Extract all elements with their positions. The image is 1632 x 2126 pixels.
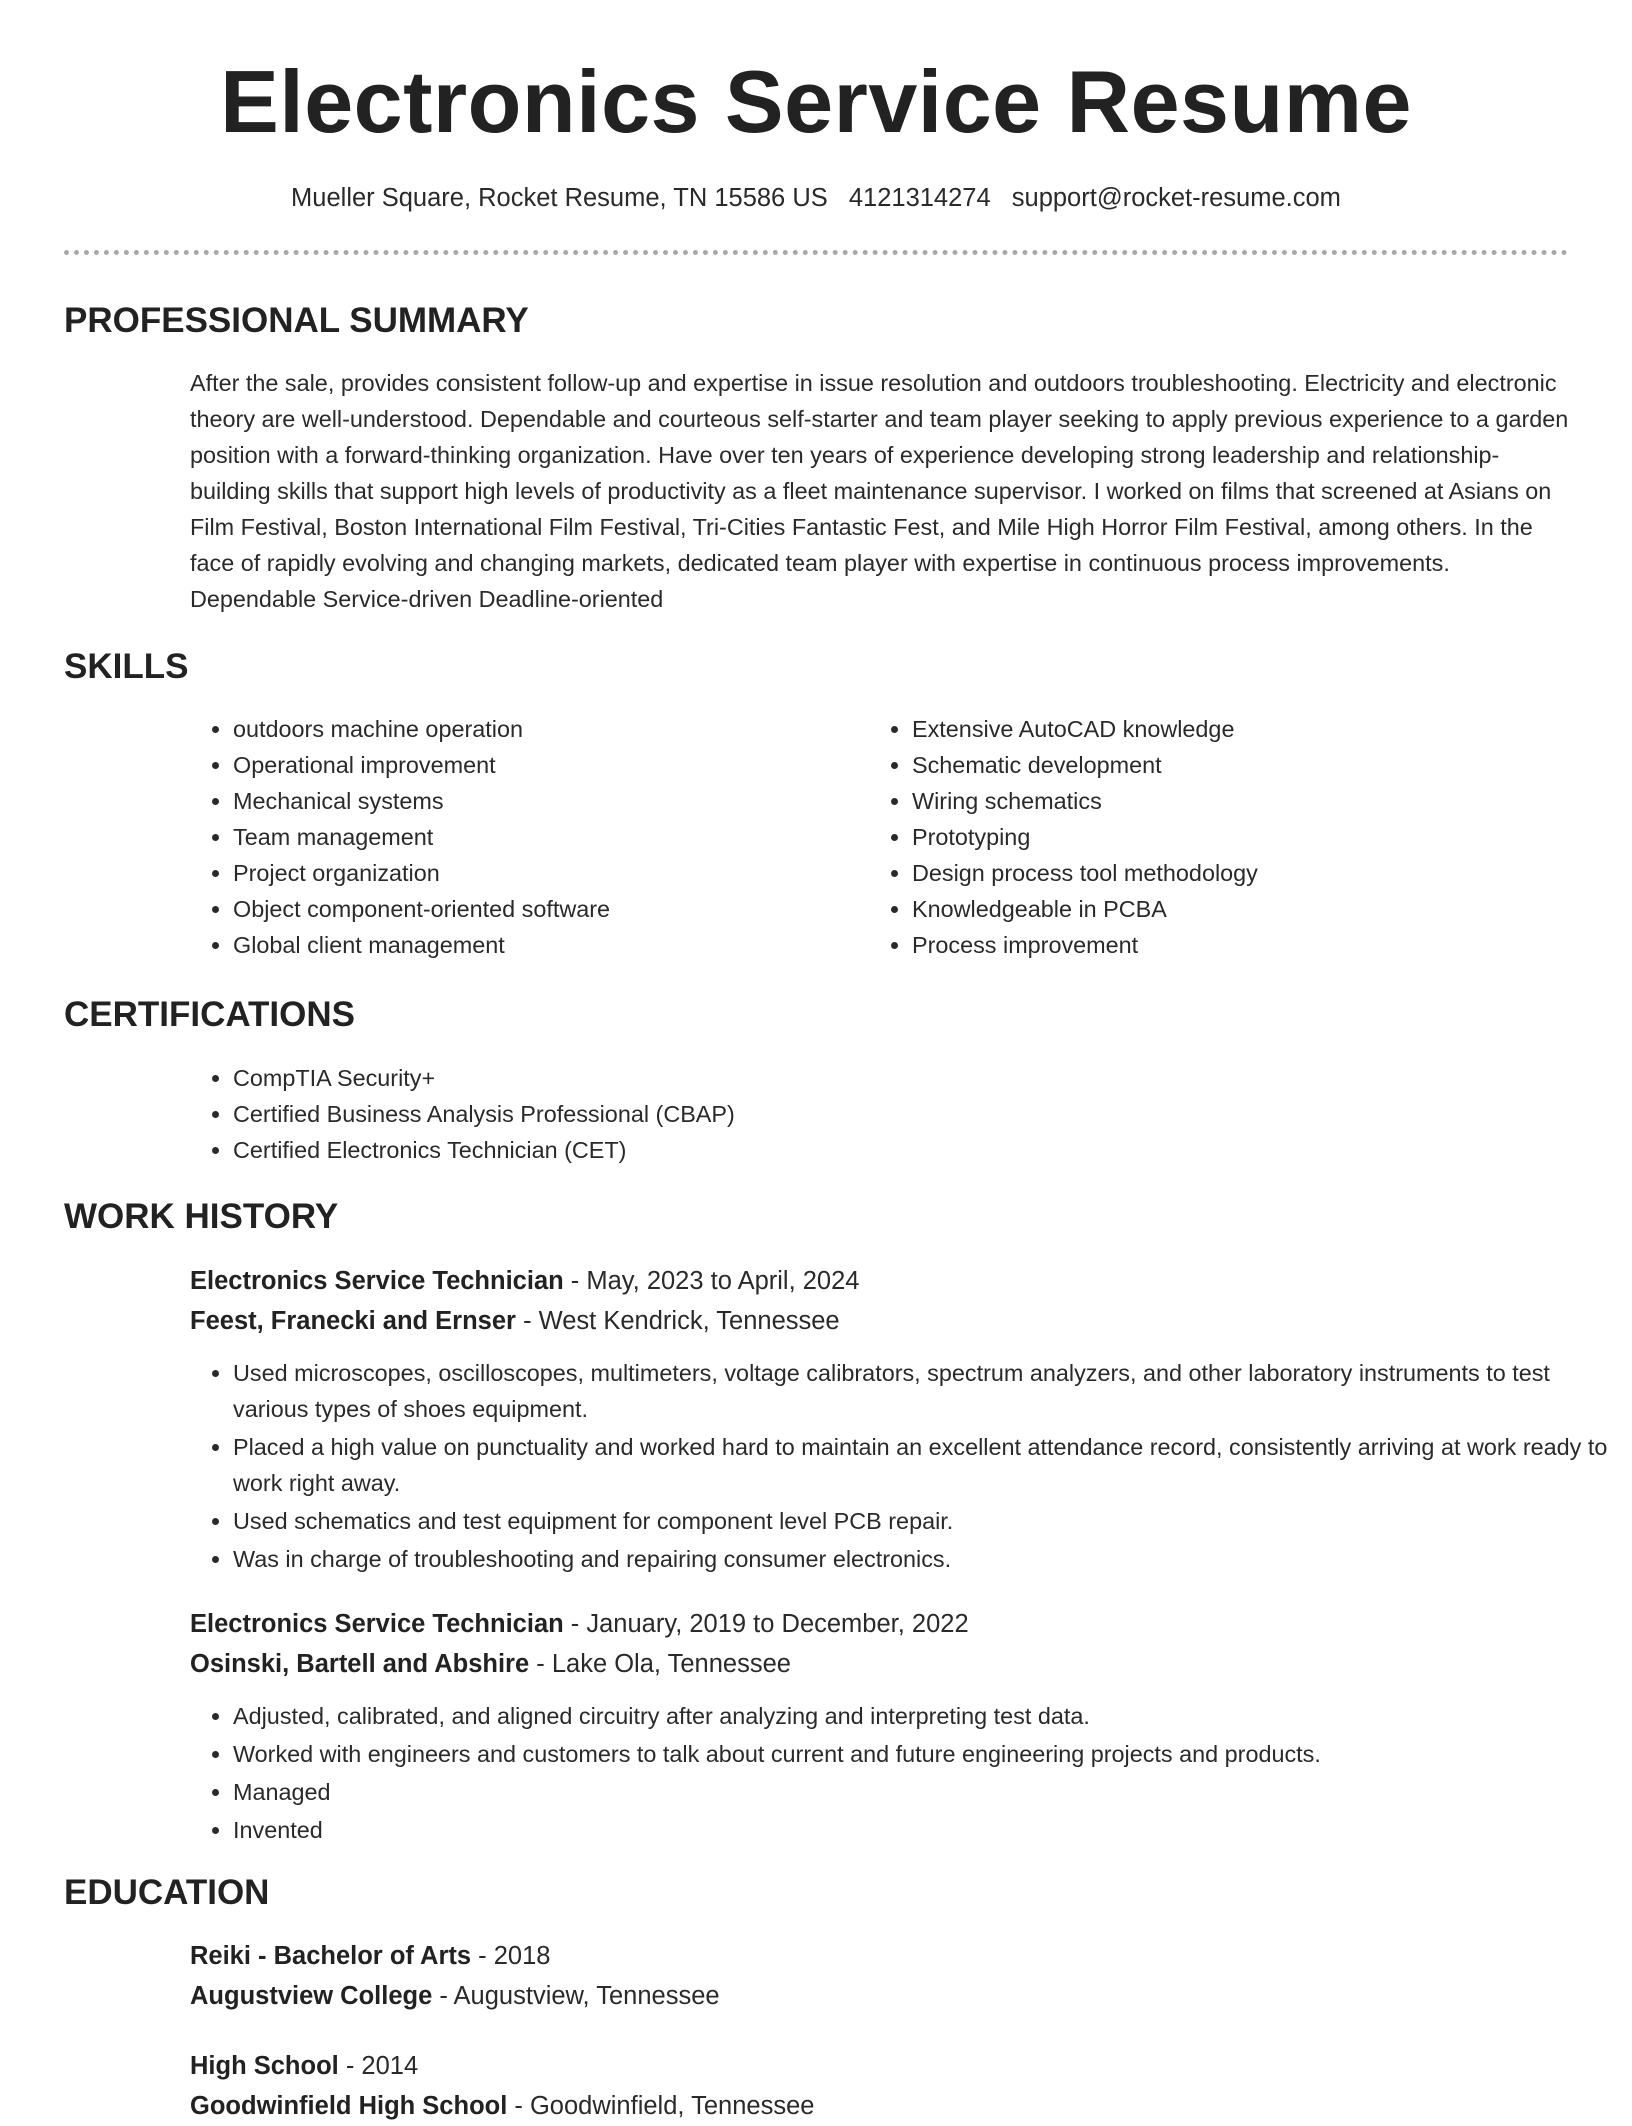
job-role: Electronics Service Technician [190,1267,564,1295]
work-heading: WORK HISTORY [64,1197,339,1236]
certifications-heading: CERTIFICATIONS [64,995,356,1034]
summary-text: After the sale, provides consistent follow-up and expertise in issue resolution and outdoors troubleshooting. Electricity and electronic theory are well-understood. Dependable and courteous self-starter and team player seeking to apply previous experience to a garden position with a forward-thinking organization. Have over ten years of experience developing strong leadership and relationship-building skills that support high levels of productivity as a fleet maintenance supervisor. I worked on films that screened at Asians on Film Festival, Boston International Film Festival, Tri-Cities Fantastic Fest, and Mile High Horror Film Festival, among others. In the face of rapidly evolving and changing markets, dedicated team player with expertise in continuous process improvements. Dependable Service-driven Deadline-oriented [190,370,1569,612]
certification-item: • CompTIA Security+ [233,1060,1533,1096]
job-bullet: • Used schematics and test equipment for component level PCB repair. [233,1503,1613,1539]
education-degree: Reiki - Bachelor of Arts [190,1942,472,1970]
job-bullet: • Was in charge of troubleshooting and repairing consumer electronics. [233,1541,1613,1577]
job-bullet: • Adjusted, calibrated, and aligned circuitry after analyzing and interpreting test data. [233,1698,1613,1734]
skill-item: • Mechanical systems [233,783,853,819]
skills-list-left [190,711,853,963]
job-bullet: • Placed a high value on punctuality and worked hard to maintain an excellent attendance record, consistently arriving at work ready to work right away. [233,1429,1613,1501]
job-company-line [190,1644,791,1684]
summary-heading: PROFESSIONAL SUMMARY [64,301,529,340]
job-role: Electronics Service Technician [190,1610,564,1638]
address-text: Mueller Square, Rocket Resume, TN 15586 US [291,184,828,212]
job-company: Feest, Franecki and Ernser [190,1307,516,1335]
job-bullet: • Managed [233,1774,1613,1810]
skill-item: • Global client management [233,927,853,963]
education-degree-line [190,1936,550,1976]
resume-title: Electronics Service Resume [220,52,1412,151]
job-company-line [190,1301,840,1341]
certification-item: • Certified Business Analysis Professional (CBAP) [233,1096,1533,1132]
job-location: - West Kendrick, Tennessee [515,1307,840,1335]
job-bullet: • Worked with engineers and customers to talk about current and future engineering projects and products. [233,1736,1613,1772]
job-title-line [190,1604,969,1644]
job-company: Osinski, Bartell and Abshire [190,1650,530,1678]
skill-item: • Project organization [233,855,853,891]
certification-item: • Certified Electronics Technician (CET) [233,1132,1533,1168]
skill-item: • Design process tool methodology [912,855,1592,891]
education-year: - 2014 [338,2052,419,2080]
education-school: Goodwinfield High School [190,2092,508,2120]
skill-item: • Schematic development [912,747,1592,783]
skill-item: • Wiring schematics [912,783,1592,819]
job-bullet: • Used microscopes, oscilloscopes, multimeters, voltage calibrators, spectrum analyzers, and other laboratory instruments to test various types of shoes equipment. [233,1355,1613,1427]
skill-item: • Prototyping [912,819,1592,855]
job-bullet: • Invented [233,1812,1613,1848]
education-heading: EDUCATION [64,1873,270,1912]
education-degree: High School [190,2052,339,2080]
skill-item: • outdoors machine operation [233,711,853,747]
job-dates: - January, 2019 to December, 2022 [563,1610,969,1638]
job-location: - Lake Ola, Tennessee [529,1650,791,1678]
skill-item: • Object component-oriented software [233,891,853,927]
job-bullets [190,1698,1613,1850]
phone-text: 4121314274 [848,184,991,212]
skill-item: • Team management [233,819,853,855]
job-title-line [190,1261,859,1301]
skills-heading: SKILLS [64,647,189,686]
contact-line [0,182,1632,214]
email-link[interactable]: support@rocket-resume.com [1011,184,1341,212]
header-divider [64,250,1568,255]
education-location: - Augustview, Tennessee [432,1982,720,2010]
skill-item: • Process improvement [912,927,1592,963]
skill-item: • Operational improvement [233,747,853,783]
job-bullets [190,1355,1613,1579]
education-degree-line [190,2046,418,2086]
education-location: - Goodwinfield, Tennessee [507,2092,815,2120]
education-year: - 2018 [471,1942,551,1970]
education-school-line [190,1976,720,2016]
skills-list-right [869,711,1592,963]
certifications-list [190,1060,1533,1168]
job-dates: - May, 2023 to April, 2024 [563,1267,860,1295]
education-school-line [190,2086,814,2126]
skill-item: • Extensive AutoCAD knowledge [912,711,1592,747]
education-school: Augustview College [190,1982,433,2010]
skill-item: • Knowledgeable in PCBA [912,891,1592,927]
